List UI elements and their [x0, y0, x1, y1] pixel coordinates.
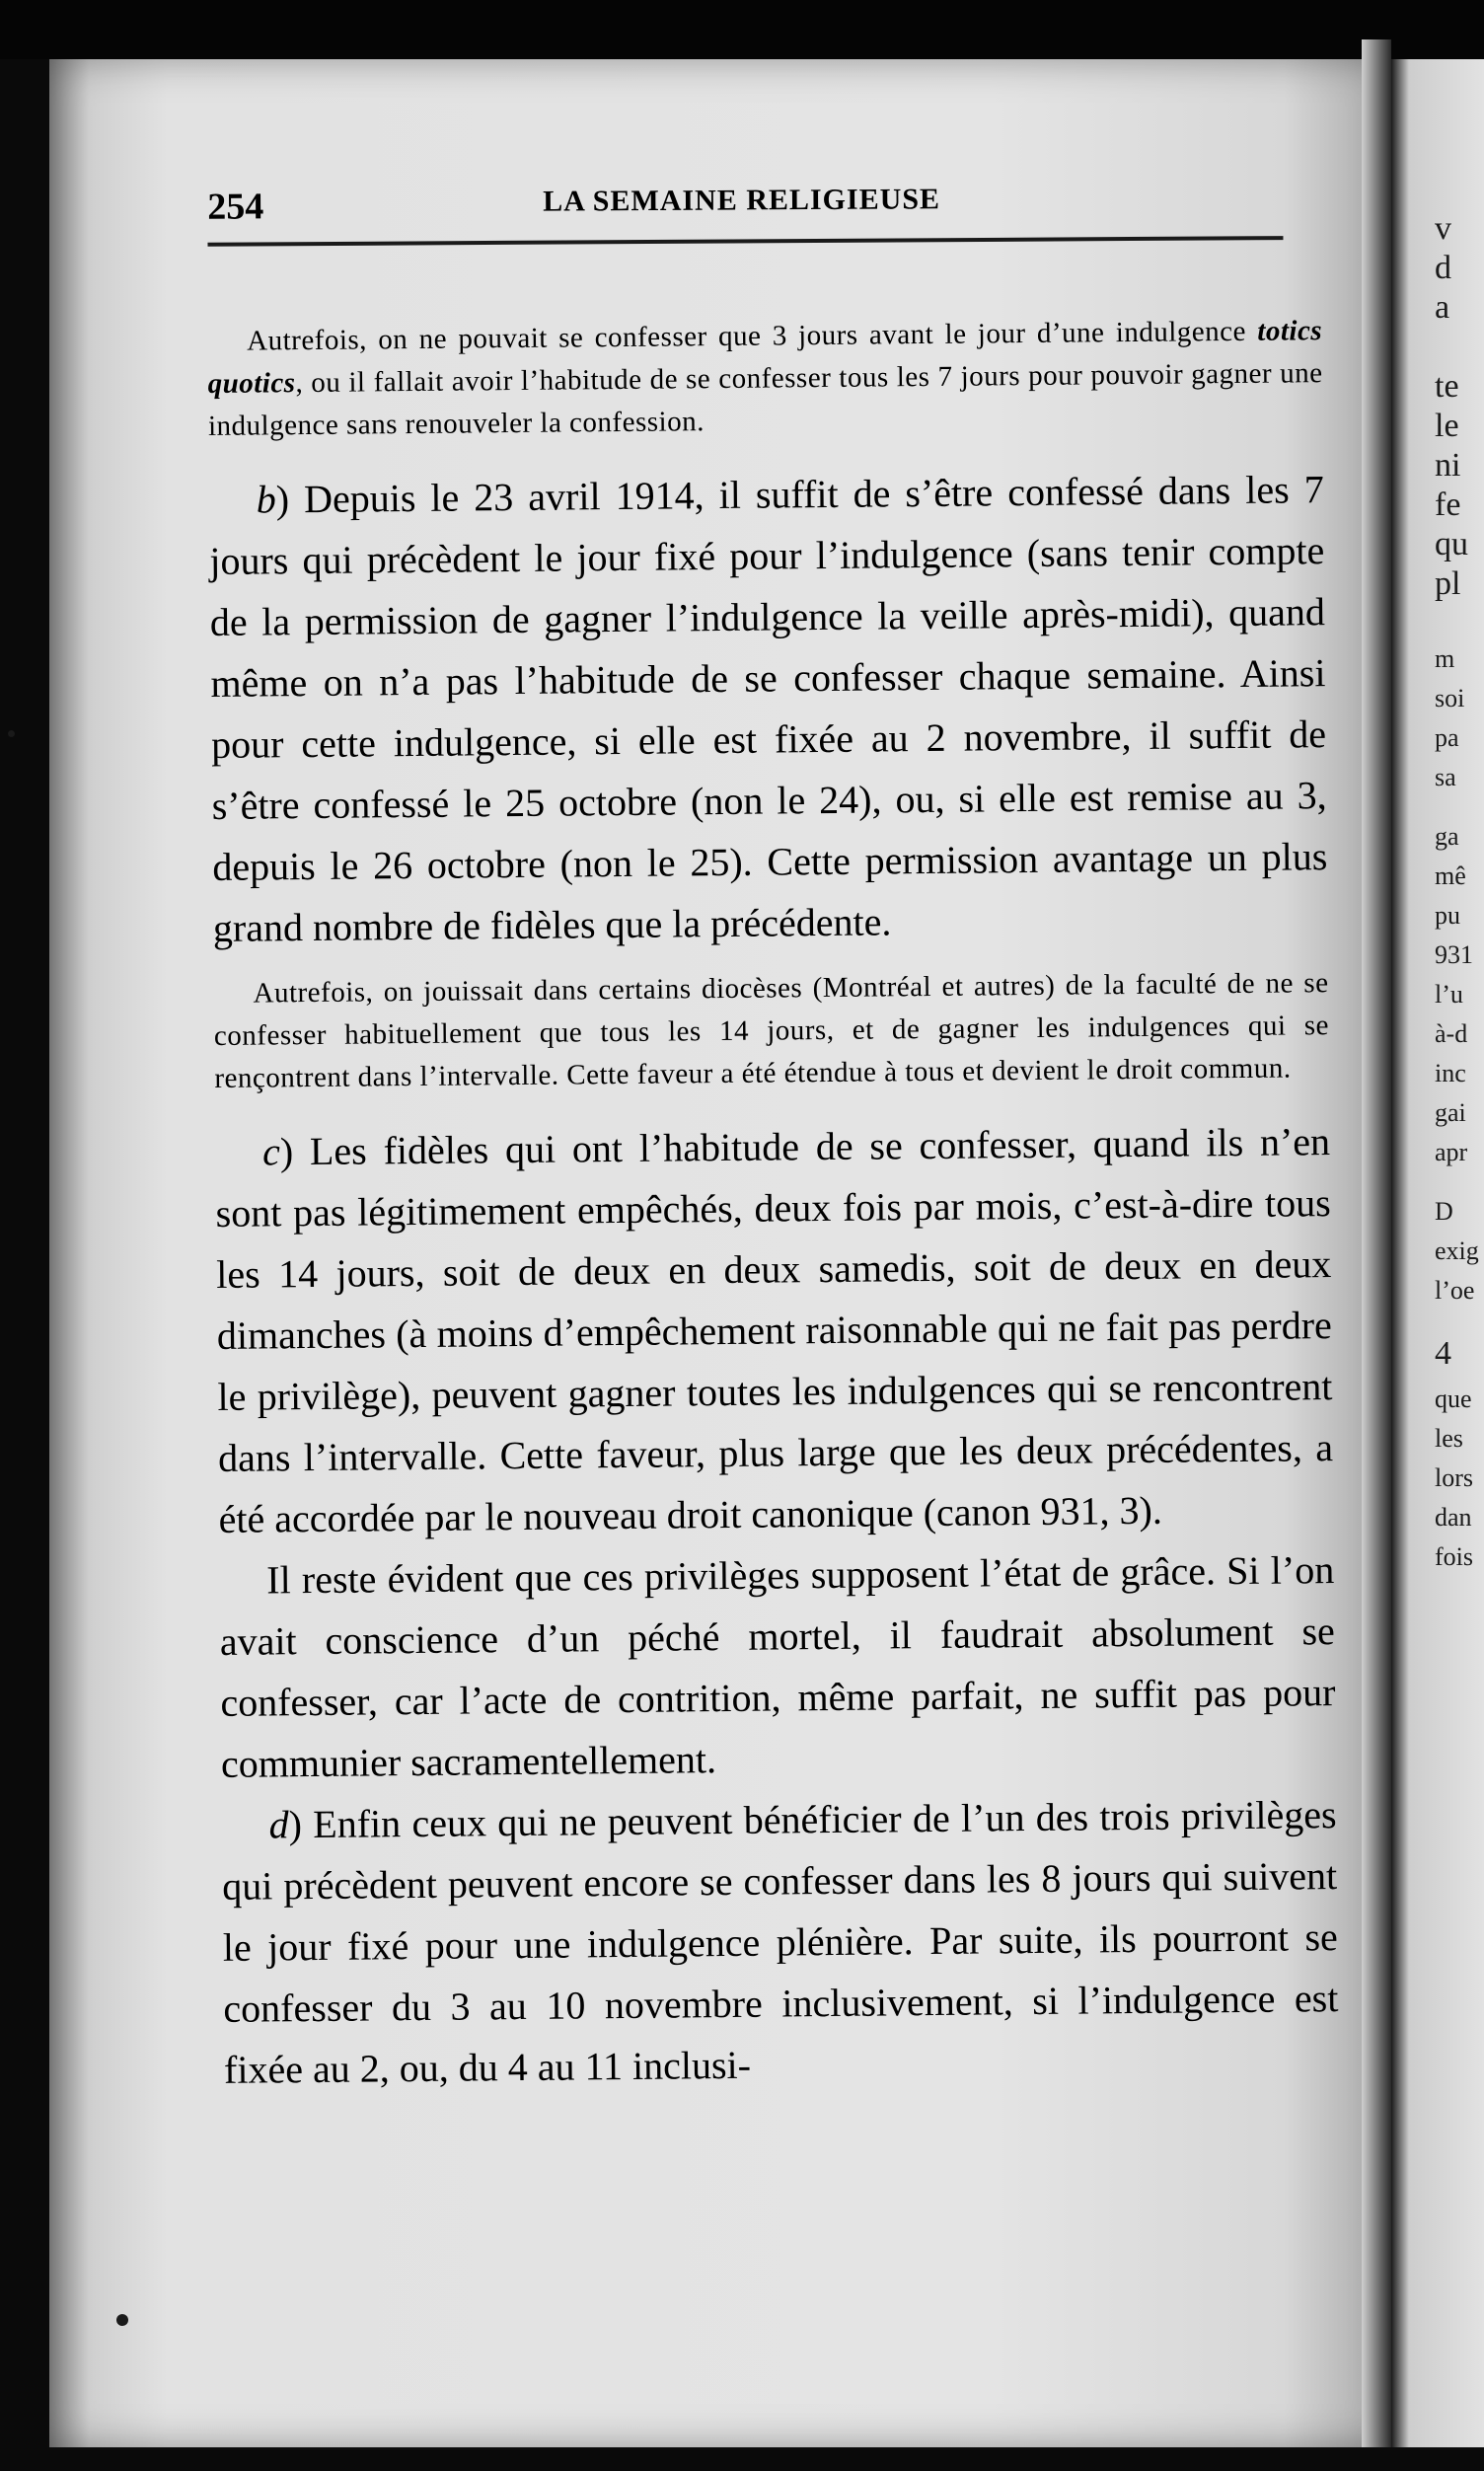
paragraph-d: d) Enfin ceux qui ne peuvent bénéficier de l’un des trois privilèges qui précèdent peuvent encore se confesser dans les 8 jours qui suivent le jour fixé pour une indulgence plénière. Par suite, ils pourront se confesser du 3 au 10 novembre inclusivement, si l’indulgence est fixée au 2, ou, du 4 au 11 inclusi- — [222, 1792, 1339, 2092]
ink-speck — [116, 2314, 128, 2326]
paragraph-grace: Il reste évident que ces privilèges supposent l’état de grâce. Si l’on avait conscience d’un péché mortel, il faudrait absolument se confesser, car l’acte de contrition, même parfait, ne suffit pas pour communier sacramentellement. — [219, 1547, 1336, 1786]
facing-page-fragment: soi — [1435, 684, 1465, 712]
latin-phrase: totics quotics — [207, 315, 1323, 400]
facing-page-fragment: lors — [1435, 1463, 1473, 1492]
body-text — [207, 310, 1339, 2101]
list-marker: c — [261, 1129, 281, 1174]
list-marker: d — [268, 1802, 289, 1847]
facing-page-fragment: gai — [1435, 1098, 1466, 1127]
facing-page — [1391, 59, 1484, 2447]
facing-page-fragment: v — [1435, 210, 1451, 247]
facing-page-fragment: l’oe — [1435, 1276, 1475, 1305]
film-border — [0, 0, 1484, 59]
facing-page-fragment: te — [1435, 368, 1459, 405]
paragraph-note-a: Autrefois, on ne pouvait se confesser que 3 jours avant le jour d’une indulgence totics quotics, ou il fallait avoir l’habitude de se confesser tous les 7 jours pour pouvoir gagner une indulgence sans renouveler la confession. — [207, 315, 1323, 442]
facing-page-fragment: m — [1435, 644, 1455, 673]
facing-page-fragment: fois — [1435, 1542, 1473, 1571]
facing-page-fragment: pl — [1435, 565, 1461, 602]
facing-page-fragment: ga — [1435, 822, 1459, 851]
page-number: 254 — [207, 186, 264, 228]
facing-page-fragment: D — [1435, 1197, 1453, 1226]
book-gutter — [1362, 39, 1391, 2447]
paragraph-note-b: Autrefois, on jouissait dans certains diocèses (Montréal et autres) de la faculté de ne se confesser habituellement que tous les 14 jours, et de gagner les indulgences qui se rençontrent dans l’intervalle. Cette faveur a été étendue à tous et devient le droit commun. — [213, 967, 1330, 1094]
facing-page-fragment: pa — [1435, 723, 1459, 752]
facing-page-fragment: 4 — [1435, 1335, 1451, 1372]
facing-page-fragment: exig — [1435, 1236, 1479, 1265]
facing-page-fragment: 931 — [1435, 940, 1473, 969]
page-header — [168, 159, 1302, 228]
facing-page-fragment: les — [1435, 1424, 1463, 1453]
facing-page-fragment: a — [1435, 289, 1450, 326]
paragraph-b: b) Depuis le 23 avril 1914, il suffit de s’être confessé dans les 7 jours qui précèdent le jour fixé pour l’indulgence (sans tenir compte de la permission de gagner l’indulgence la veille après-midi), quand même on n’a pas l’habitude de se confesser chaque semaine. Ainsi pour cette indulgence, si elle est fixée au 2 novembre, il suffit de s’être confessé le 25 octobre (non le 24), ou, si elle est remise au 3, depuis le 26 octobre (non le 25). Cette permission avantage un plus grand nombre de fidèles que la précédente. — [209, 467, 1328, 950]
list-marker: b — [256, 477, 276, 522]
facing-page-fragment: qu — [1435, 526, 1468, 562]
facing-page-fragment: que — [1435, 1385, 1472, 1413]
facing-page-fragment: pu — [1435, 901, 1460, 930]
facing-page-fragment: d — [1435, 250, 1451, 286]
running-title: LA SEMAINE RELIGIEUSE — [543, 183, 941, 218]
facing-page-fragment: inc — [1435, 1059, 1466, 1087]
facing-page-fragment: à-d — [1435, 1019, 1468, 1048]
facing-page-fragment: le — [1435, 408, 1459, 444]
ink-speck — [8, 730, 15, 737]
facing-page-fragment: dan — [1435, 1503, 1472, 1532]
facing-page-fragment: l’u — [1435, 980, 1463, 1009]
paragraph-c: c) Les fidèles qui ont l’habitude de se confesser, quand ils n’en sont pas légitimement empêchés, deux fois par mois, c’est-à-dire tous les 14 jours, soit de deux en deux samedis, soit de deux en deux dimanches (à moins d’empêchement raisonnable qui ne fait pas perdre le privilège), peuvent gagner toutes les indulgences qui se rencontrent dans l’intervalle. Cette faveur, plus large que les deux précédentes, a été accordée par le nouveau droit canonique (canon 931, 3). — [215, 1119, 1334, 1541]
facing-page-fragment: ni — [1435, 447, 1461, 484]
facing-page-fragment: sa — [1435, 763, 1456, 791]
facing-page-fragment: mê — [1435, 861, 1466, 890]
facing-page-fragment: apr — [1435, 1138, 1468, 1166]
facing-page-fragment: fe — [1435, 487, 1461, 523]
